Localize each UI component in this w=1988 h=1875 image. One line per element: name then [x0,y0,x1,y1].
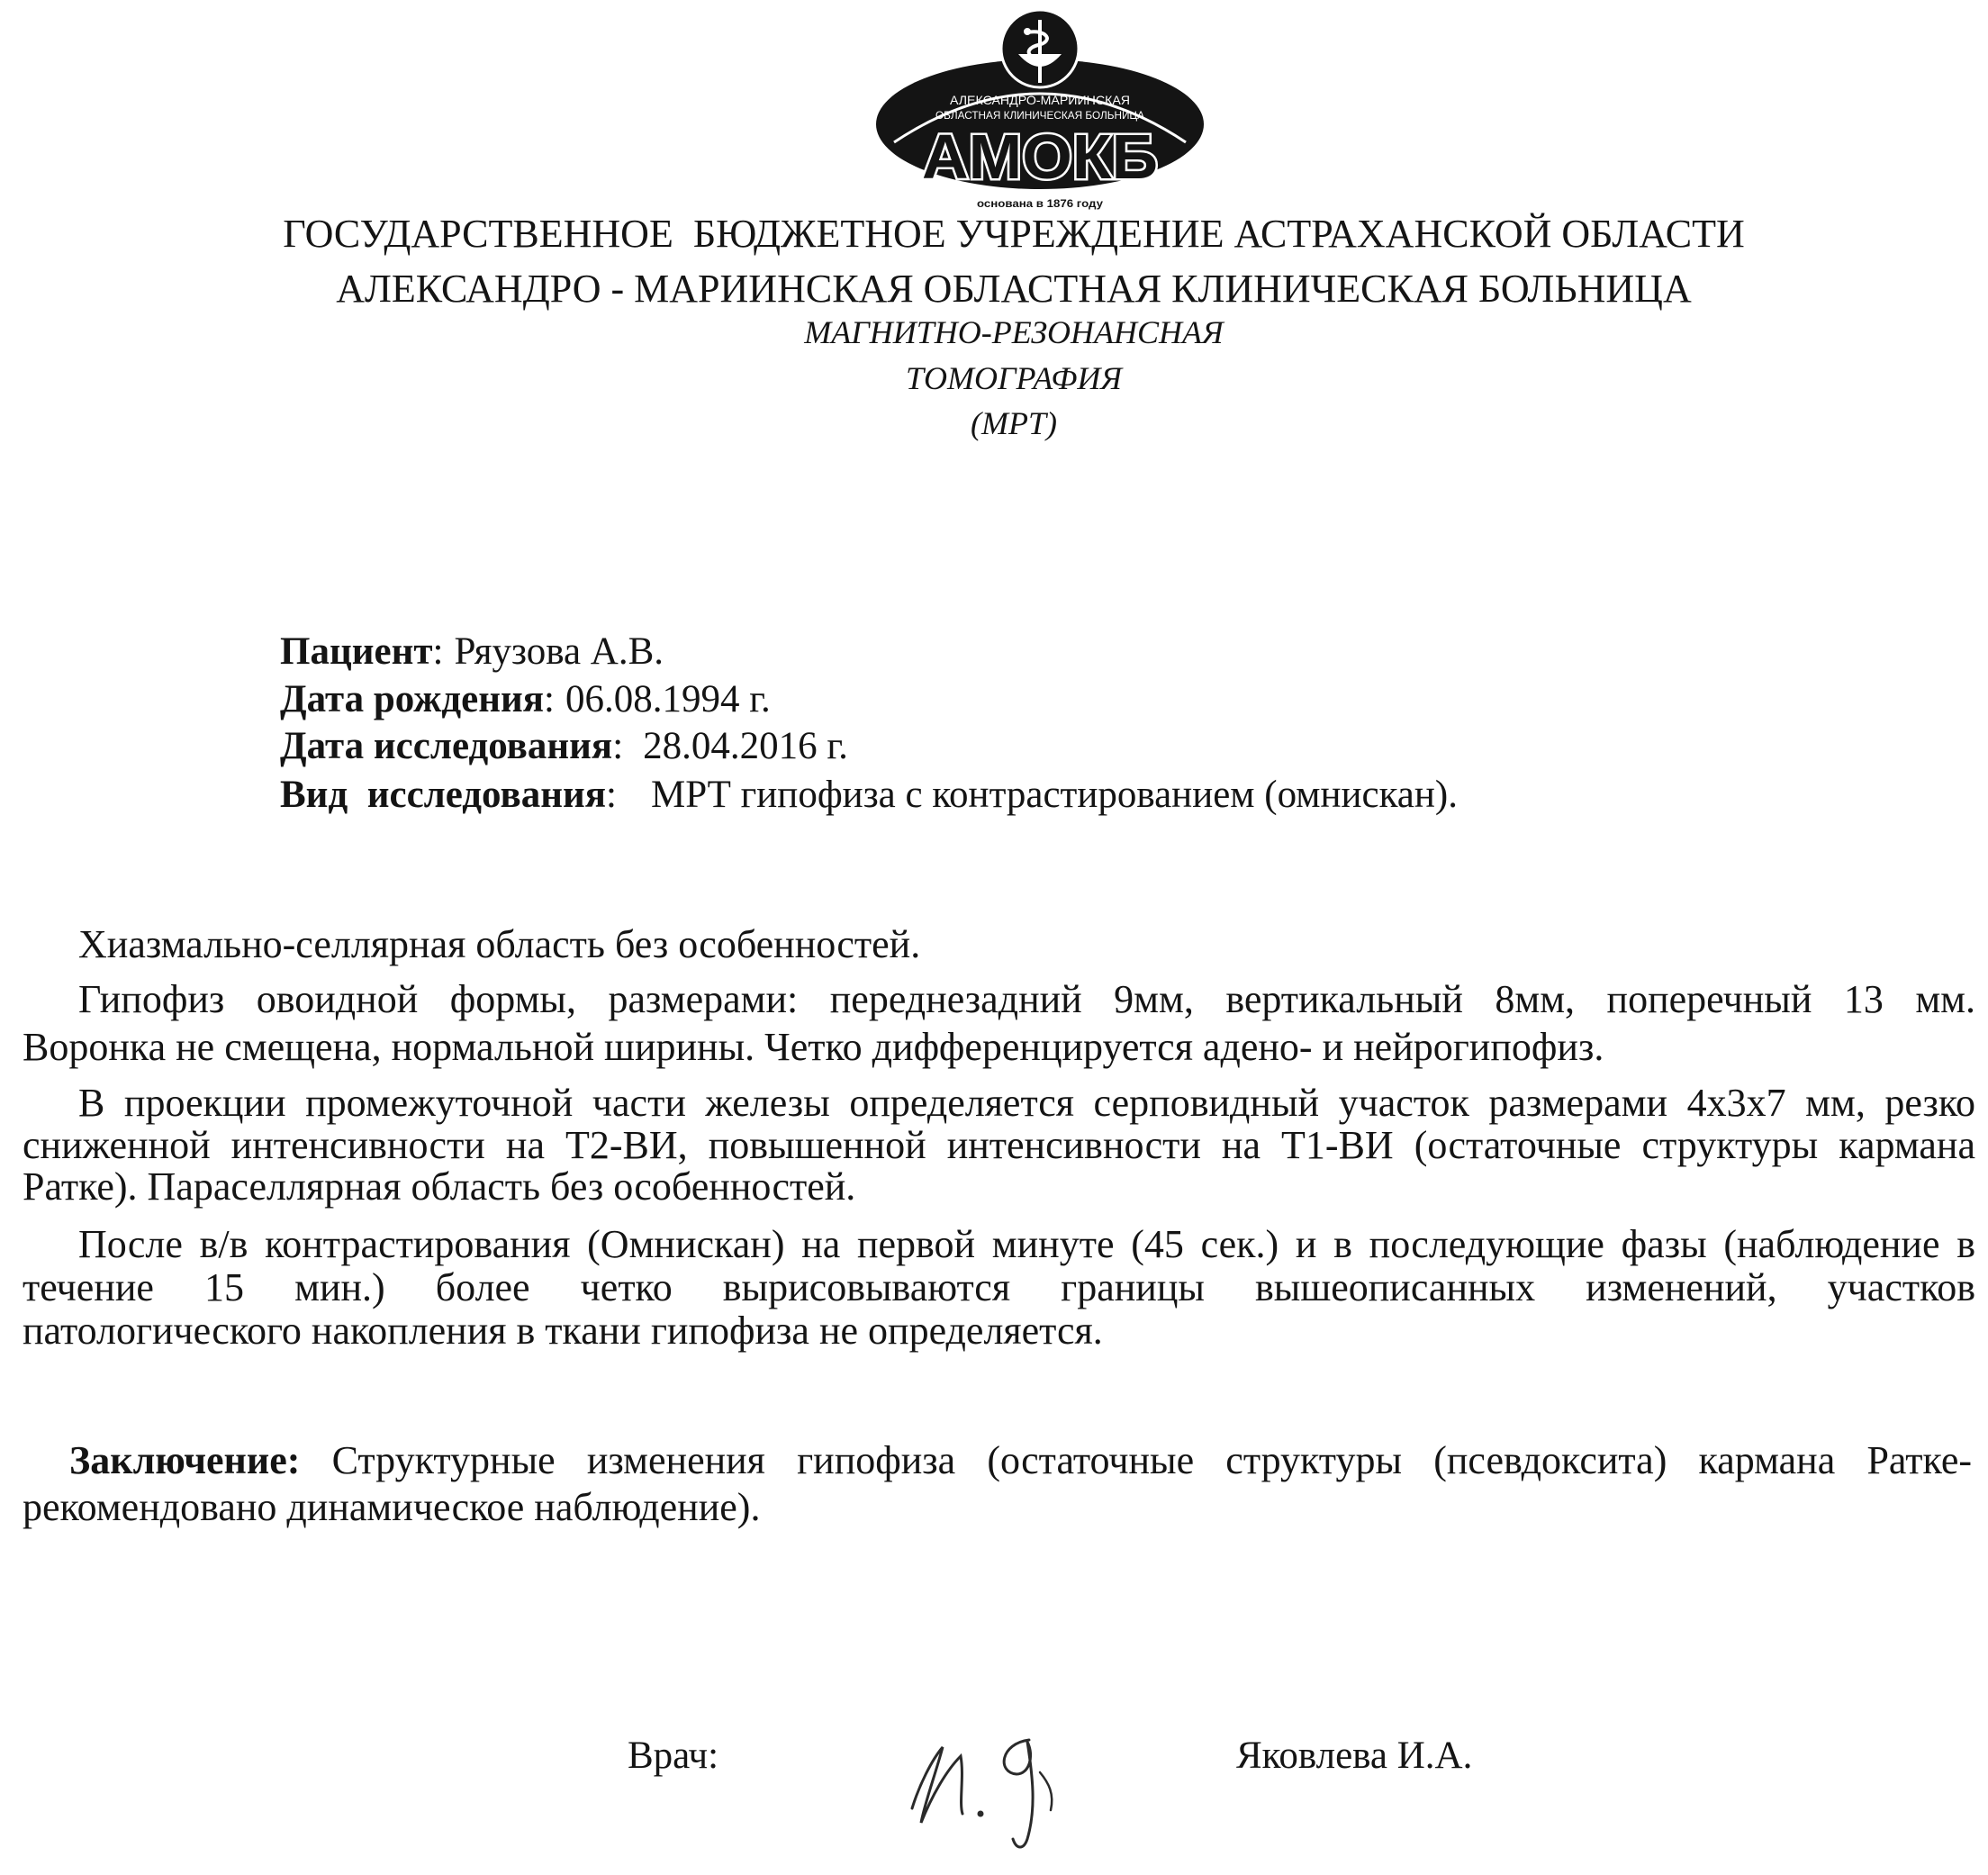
logo-text-line2: ОБЛАСТНАЯ КЛИНИЧЕСКАЯ БОЛЬНИЦА [935,109,1144,122]
conclusion-label: Заключение: [69,1438,301,1482]
department-line-2: ТОМОГРАФИЯ [905,360,1123,396]
report-line: Воронка не смещена, нормальной ширины. Четко дифференцируется адено- и нейрогипофиз. [23,1025,1604,1069]
report-line: патологического накопления в ткани гипофиза не определяется. [23,1309,1103,1353]
department-line-1: МАГНИТНО-РЕЗОНАНСНАЯ [804,314,1224,350]
birth-date-value: 06.08.1994 г. [565,678,771,720]
exam-type-label: Вид исследования [280,774,607,816]
conclusion-text: Структурные изменения гипофиза (остаточные структуры (псевдоксита) кармана Ратке- [300,1438,1972,1482]
exam-date-value: 28.04.2016 г. [643,725,848,767]
handwritten-signature [887,1720,1085,1857]
department-line-3: (МРТ) [971,405,1057,441]
exam-type-value: МРТ гипофиза с контрастированием (омнискан). [650,774,1458,816]
conclusion-line: рекомендовано динамическое наблюдение). [23,1485,761,1529]
logo-founded: основана в 1876 году [977,197,1104,210]
report-line: Гипофиз овоидной формы, размерами: переднезадний 9мм, вертикальный 8мм, поперечный 13 мм. [78,977,1975,1021]
report-line: В проекции промежуточной части железы определяется серповидный участок размерами 4х3х7 мм, резко [78,1081,1975,1125]
doctor-label: Врач: [628,1735,719,1777]
exam-date-colon: : [612,725,624,767]
exam-date-label: Дата исследования [280,725,613,767]
conclusion-line [69,1439,1972,1482]
exam-date-row [241,682,848,767]
report-line: После в/в контрастирования (Омнискан) на первой минуте (45 сек.) и в последующие фазы (наблюдение в [78,1222,1975,1266]
patient-colon: : [432,630,444,673]
exam-type-colon: : [606,774,617,816]
doctor-name: Яковлева И.А. [1236,1735,1473,1777]
hospital-logo [869,5,1211,214]
exam-type-row [241,730,1458,816]
birth-date-label: Дата рождения [280,678,545,720]
header-line-2: АЛЕКСАНДРО - МАРИИНСКАЯ ОБЛАСТНАЯ КЛИНИЧЕСКАЯ БОЛЬНИЦА [336,267,1692,311]
birth-date-colon: : [544,678,555,720]
caduceus-bowl-icon [1001,10,1079,87]
report-line: течение 15 мин.) более четко вырисовываются границы вышеописанных изменений, участков [23,1265,1975,1309]
report-line: Хиазмально-селлярная область без особенностей. [78,922,921,966]
logo-abbreviation: АМОКБ [922,122,1158,192]
patient-value: Ряузова А.В. [454,630,664,673]
report-line: сниженной интенсивности на Т2-ВИ, повышенной интенсивности на Т1-ВИ (остаточные структуры кармана [23,1123,1975,1167]
report-line: Ратке). Параселлярная область без особенностей. [23,1164,856,1209]
birth-date-row [241,635,771,720]
patient-label: Пациент [280,630,433,673]
logo-text-line1: АЛЕКСАНДРО-МАРИИНСКАЯ [950,93,1130,107]
header-line-1: ГОСУДАРСТВЕННОЕ БЮДЖЕТНОЕ УЧРЕЖДЕНИЕ АСТРАХАНСКОЙ ОБЛАСТИ [283,212,1745,256]
patient-row [241,587,664,673]
